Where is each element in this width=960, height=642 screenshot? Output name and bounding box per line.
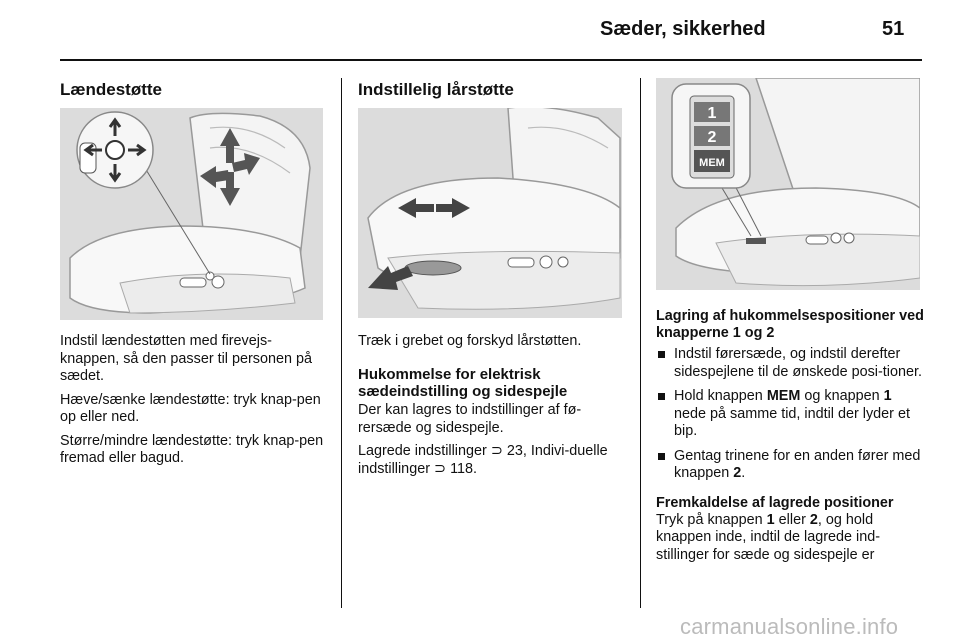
memory-button-mem-label: MEM: [699, 157, 725, 169]
bullet-item: Gentag trinene for en anden fører med knappen 2.: [656, 448, 926, 483]
ref-page: 23, Indivi-duelle indstillinger: [358, 443, 608, 477]
heading-store-positions: Lagring af hukommelsespositioner ved knapperne 1 og 2: [656, 308, 924, 341]
paragraph: Der kan lagres to indstillinger af fø-rersæde og sidespejle.: [358, 402, 582, 436]
ref-arrow-icon: ⊃: [434, 460, 447, 477]
ref-arrow-icon: ⊃: [490, 443, 503, 459]
paragraph: Større/mindre lændestøtte: tryk knap-pen fremad eller bagud.: [60, 432, 324, 466]
column-divider-1: [341, 78, 342, 608]
col2-text: [358, 333, 623, 357]
figure-thigh-support: [358, 108, 622, 318]
column-divider-2: [640, 78, 641, 608]
heading-memory-seat: Hukommelse for elektrisk sædeindstilling og sidespejle: [358, 366, 568, 400]
bullet-item: Hold knappen MEM og knappen 1 nede på samme tid, indtil der lyder et bip.: [656, 388, 926, 441]
bullet-square-icon: [658, 393, 665, 400]
bullet-list: [656, 346, 926, 483]
watermark-text: carmanualsonline.info: [680, 614, 899, 639]
running-header-title: Sæder, sikkerhed: [600, 18, 766, 40]
page-number: 51: [882, 18, 905, 40]
paragraph: Indstil lændestøtten med firevejs-knappen, så den passer til personen på sædet.: [60, 333, 313, 384]
bullet-item: Indstil førersæde, og indstil derefter sidespejlene til de ønskede posi-tioner.: [656, 346, 926, 381]
ref-page2: 118.: [450, 460, 478, 477]
figure-lumbar-seat: [60, 108, 323, 320]
paragraph-reference: [358, 443, 623, 478]
heading-thigh-support: Indstillelig lårstøtte: [358, 80, 514, 99]
paragraph-recall: Tryk på knappen 1 eller 2, og hold knappen inde, indtil de lagrede ind-stillinger for sæde og sidespejle er: [656, 511, 881, 563]
col1-text: [60, 333, 325, 474]
memory-button-2-label: 2: [707, 129, 717, 146]
col3-text: [656, 308, 926, 570]
heading-recall-positions: Fremkaldelse af lagrede positioner: [656, 494, 894, 511]
ref-text: Lagrede indstillinger: [358, 443, 487, 459]
figure-memory-buttons: [656, 78, 920, 290]
col2-memory-text: [358, 402, 623, 484]
heading-lumbar-support: Lændestøtte: [60, 80, 162, 99]
header-rule: [60, 59, 922, 61]
bullet-square-icon: [658, 453, 665, 460]
paragraph: Træk i grebet og forskyd lårstøtten.: [358, 333, 582, 349]
paragraph: Hæve/sænke lændestøtte: tryk knap-pen op eller ned.: [60, 391, 321, 425]
memory-button-1-label: 1: [707, 105, 717, 122]
bullet-square-icon: [658, 351, 665, 358]
